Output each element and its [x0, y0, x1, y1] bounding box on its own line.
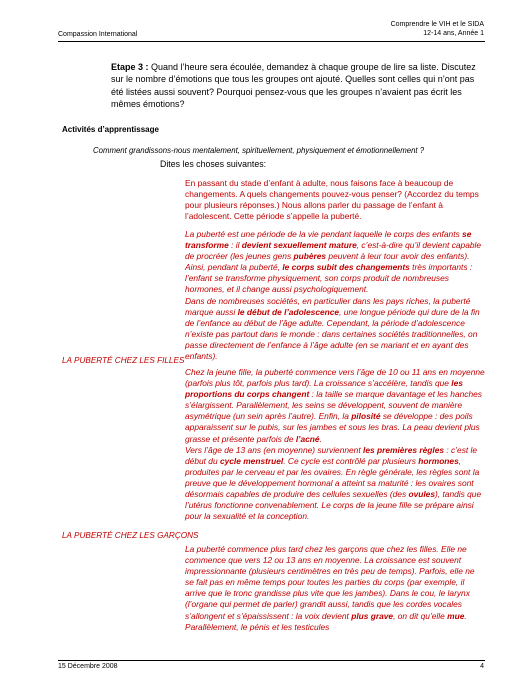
bold-span: les premières règles	[363, 444, 445, 455]
girls-heading: LA PUBERTÉ CHEZ LES FILLES	[62, 356, 185, 365]
text-span: : il	[228, 240, 242, 251]
intro-paragraph: En passant du stade d’enfant à adulte, nous faisons face à beaucoup de changements. A quels changements pouvez-vous penser? (Accordez du temps pour plusieurs réponses.) Nous allons parler du passage de l’enfant à l’adolescent. Cette période s’appelle la puberté.	[185, 178, 479, 222]
puberty-paragraph	[185, 229, 485, 362]
boys-paragraph	[185, 544, 485, 633]
text-span: Chez la jeune fille, la puberté commence vers l’âge de 10 ou 11 ans en moyenne (parfois plus tôt, parfois plus tard). La croissance s’accélère, tandis que	[185, 367, 485, 389]
text-span: ), tandis que l’utérus fonctionne convenablement. Le corps de la jeune fille se prépare ainsi pour la sexualité et la conception.	[185, 489, 482, 522]
header-right	[391, 20, 484, 38]
bold-span: se transforme	[185, 229, 472, 251]
text-span: Ainsi, pendant la puberté,	[185, 262, 283, 273]
text-span: , produites par le cerveau et par les ovaires. En règle générale, les règles sont la preuve que le développement hormonal a atteint sa maturité : les ovaires sont désormais capables de produire des cellules sexuelles (des	[185, 455, 480, 500]
say-instruction: Dites les choses suivantes:	[160, 159, 267, 169]
bold-span: le corps subit des changements	[282, 262, 410, 273]
bold-span: plus grave	[351, 610, 394, 621]
text-span: Vers l’âge de 13 ans (en moyenne) surviennent	[185, 444, 363, 455]
bold-span: pilosité	[351, 411, 381, 422]
bold-span: ovules	[408, 489, 436, 500]
footer-rule	[58, 660, 485, 661]
bold-span: les proportions du corps changent	[185, 378, 463, 400]
text-span: très importants : l’enfant se transforme physiquement, son corps produit de nombreuses hormones, et il change aussi psychologiquement.	[185, 262, 473, 295]
header-left: Compassion International	[58, 31, 138, 38]
text-span: Dans de nombreuses sociétés, en particulier dans les pays riches, la puberté marque aussi	[185, 295, 471, 317]
bold-span: cycle menstruel	[219, 455, 284, 466]
etape-paragraph	[111, 61, 481, 111]
header-rule	[58, 41, 485, 42]
text-span: , c’est-à-dire qu’il devient capable de procréer (les jeunes gens	[185, 240, 482, 262]
text-span: peuvent à leur tour avoir des enfants).	[326, 251, 470, 262]
footer-date: 15 Décembre 2008	[58, 663, 118, 670]
etape-text: Quand l’heure sera écoulée, demandez à chaque groupe de lire sa liste. Discutez sur le nombre d’émotions que tous les groupes ont ajouté. Quelles sont celles qui n’ont pas été listées aussi souvent? Pourquoi pensez-vous que les groupes n’avaient pas écrit les mêmes émotions?	[111, 62, 476, 110]
text-span: : c’est le début du	[185, 444, 478, 466]
text-span: . Parallèlement, le pénis et les testicules	[185, 610, 467, 632]
page-number: 4	[480, 663, 484, 670]
header-right-line1: Comprendre le VIH et le SIDA	[390, 21, 484, 28]
text-span: , on dit qu’elle	[393, 610, 448, 621]
bold-span: devient sexuellement mature	[241, 240, 357, 251]
girls-paragraph	[185, 367, 485, 522]
bold-span: le début de l’adolescence	[237, 306, 340, 317]
text-span: .	[319, 433, 322, 444]
text-span: se développe : des poils apparaissent sur le pubis, sur les jambes et sous les bras. La peau devient plus grasse et présente parfois de	[185, 411, 480, 444]
boys-heading: LA PUBERTÉ CHEZ LES GARÇONS	[62, 531, 199, 540]
bold-span: mue	[447, 610, 465, 621]
bold-span: hormones	[418, 455, 459, 466]
header-right-line2: 12-14 ans, Année 1	[423, 30, 484, 37]
guiding-question: Comment grandissons-nous mentalement, spirituellement, physiquement et émotionnellement ?	[93, 146, 425, 155]
text-span: , une longue période qui dure de la fin de l’enfance au début de l’âge adulte. Cependant, la période d’adolescence n’existe pas partout dans le monde : dans certaines sociétés traditionnelles, on passe directement de l’enfance à l’âge adulte (en se mariant et en ayant des enfants).	[185, 306, 480, 362]
text-span: : la taille se marque davantage et les hanches s’élargissent. Parallèlement, les seins se développent, souvent de manière asymétrique (un sein après l’autre). Enfin, la	[185, 389, 482, 422]
bold-span: l’acné	[295, 433, 320, 444]
activities-title: Activités d’apprentissage	[62, 125, 159, 134]
bold-span: pubères	[293, 251, 327, 262]
text-span: . Ce cycle est contrôlé par plusieurs	[283, 455, 419, 466]
etape-label: Etape 3 :	[111, 62, 149, 72]
text-span: La puberté est une période de la vie pendant laquelle le corps des enfants	[185, 229, 463, 239]
text-span: La puberté commence plus tard chez les garçons que chez les filles. Elle ne commence que vers 12 ou 13 ans en moyenne. La croissance est souvent impressionnante (plusieurs centimètres en très peu de temps). Parfois, elle ne se fait pas en même temps pour toutes les parties du corps (par exemple, il arrive que le tronc grandisse plus vite que les jambes). Dans le cou, le larynx (l’organe qui permet de parler) grandit aussi, tandis que les cordes vocales s’allongent et s’épaississent : la voix devient	[185, 544, 475, 621]
